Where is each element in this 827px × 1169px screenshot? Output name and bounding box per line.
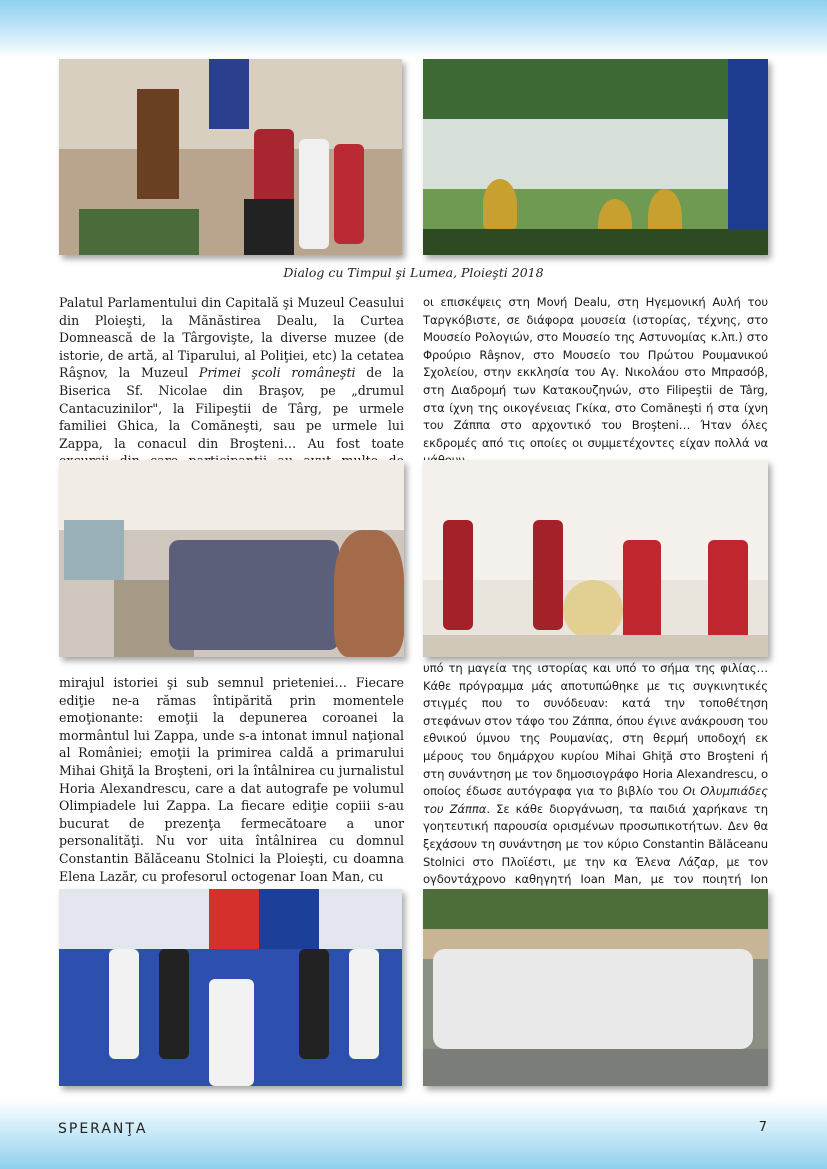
gr-bottom-text: υπό τη μαγεία της ιστορίας και υπό το σήμα της φιλίας… Κάθε πρόγραμμα μάς αποτυπώθηκε με τις συγκινητικές στιγμές που το συνόδευαν: κατά την τοποθέτηση στεφάνων στον τάφο του Ζάππα, όπου έγινε ανάκρουση του εθνικού ύμνου της Ρουμανίας, στη θερμή υποδοχή εκ μέρους του δημάρχου κυρίου Mihai Ghiţă στο Broşteni ή στη συνάντηση με τον δημοσιογράφο Horia Alexandrescu, ο οποίος έδωσε αυτόγραφα για το βιβλίο του — [423, 661, 768, 799]
romanian-column-bottom — [59, 674, 404, 884]
gr-bottom-italic: Οι Ολυμπιάδες του Ζάππα — [423, 784, 769, 816]
top-decorative-band — [0, 0, 827, 58]
ro-top-text: Palatul Parlamentului din Capitală şi Muzeul Ceasului din Ploieşti, la Mănăstirea Dealu, la Curtea Domnească de la Târgovişte, la diverse muzee (de istorie, de artă, al Tiparului, al Poliţiei, etc) la cetatea Râşnov, la Muzeul — [59, 295, 404, 381]
ro-bottom-text: mirajul istoriei şi sub semnul prieteniei… Fiecare ediţie ne-a rămas întipărită prin momentele emoţionante: emoţii la depunerea coroanei la mormântul lui Zappa, unde s-a intonat imnul naţional al României; emoţii la primirea caldă a primarului Mihai Ghiţă la Broşteni, ori la întâlnirea cu jurnalistul Horia Alexandrescu, care a dat autografe pe volumul Olimpiadele lui Zappa. La fiecare ediţie copiii s-au bucurat de prezenţa fermecătoare a unor personalităţi. Nu vor uita întâlnirea cu domnul Constantin Bălăceanu Stolnici la Ploieşti, cu doamna Elena Lazăr, cu profesorul octogenar Ioan Man, cu — [59, 675, 404, 884]
publication-name: SPERANŢA — [58, 1121, 148, 1137]
romanian-column-top — [59, 294, 404, 452]
ro-top-text-rest: de la Biserica Sf. Nicolae din Braşov, pe „drumul Cantacuzinilor", la Filipeştii de Târg, pe urmele familiei Ghica, la Comăneşti, sau pe urmele lui Zappa, la conacul din Broşteni… Au fost toate — [59, 365, 404, 451]
ro-top-italic: Primei şcoli româneşti — [198, 365, 356, 381]
photo-indoor-dance — [423, 460, 768, 657]
greek-column-top — [423, 294, 768, 452]
caption-top: Dialog cu Timpul şi Lumea, Ploieşti 2018 — [283, 265, 544, 280]
photo-folk-dance-stage — [59, 59, 402, 255]
photo-group-outdoor — [423, 889, 768, 1086]
gr-top-text: οι επισκέψεις στη Μονή Dealu, στη Ηγεμονική Αυλή του Ταργκόβιστε, σε διάφορα μουσεία (ιστορίας, τέχνης, στο Μουσείο Ρολογιών, στο Μουσείο της Αστυνομίας κ.λπ.) στο Φρούριο Râşnov, στο Μουσείο του Πρώτου Ρουμανικού Σχολείου, στην εκκλησία του Αγ. Νικολάου στο Μπρασόβ, στη Διαδρομή των Κατακουζηνών, στο Filipeştii de Târg, στα ίχνη της οικογένειας Γκίκα, στο Comăneşti ή στα ίχνη του Ζάππα στο αρχοντικό του Broşteni… Ήταν όλες εκδρομές από τις οποίες οι συμμετέχοντες είχαν πολλά να — [423, 295, 768, 450]
photo-conference-dance — [59, 889, 402, 1086]
photo-outdoor-round-dance — [423, 59, 768, 255]
gr-bottom-text-rest: . Σε κάθε διοργάνωση, τα παιδιά χαρήκανε τη γοητευτική παρουσία ορισμένων προσωπικοτήτων. Δεν θα ξεχάσουν τη συνάντηση με τον κύριο Constantin Bălăceanu Stolnici στο Πλοϊέστι, με την κα Έλενα Λάζαρ, με τον ογδοντάχρονο καθηγητή Ioan Man, με τον ποιητή Ion — [423, 801, 768, 887]
photo-museum-visit — [59, 460, 404, 657]
greek-column-bottom — [423, 660, 769, 887]
page-number: 7 — [758, 1120, 767, 1135]
